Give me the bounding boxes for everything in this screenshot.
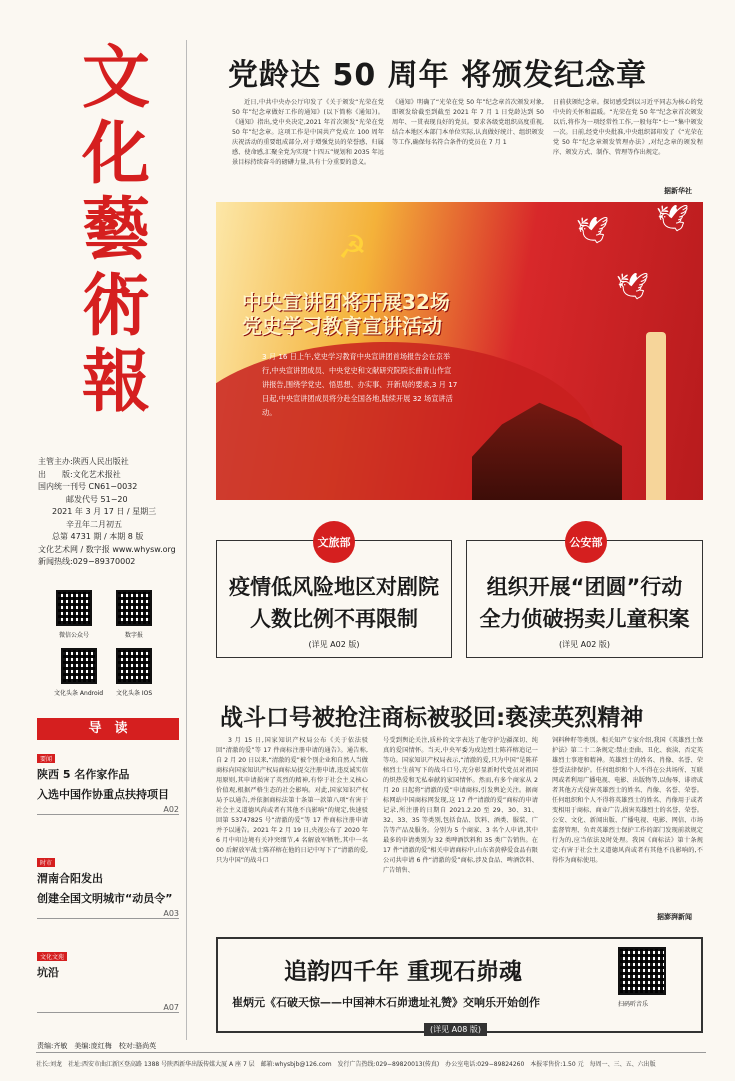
info-line: 总第 4731 期 / 本期 8 版 — [52, 532, 144, 541]
masthead-logo — [56, 40, 176, 420]
story2-column-1: 3 月 15 日,国家知识产权局公布《关于依法驳回“清澈的爱”等 17 件商标注册申请的通告》。通告称,自 2 月 20 日以来,“清澈的爱”被个别企业和自然人当做商标向国家知识产权局商标局提交注册申请,违反诚实信用原则,其申请损害了英烈的精神,有悖于社会主义核心价值观,根据严格生态的社会影响。对此,国家知识产权局予以通告,并依据商标法第十条第一款第八项“有害于社会主义道德风尚或者有其他不良影响”的规定,快速驳回第 53747825 号“清澈的爱”等 17 件商标注册申请并予以通告。2021 年 2 月 19 日,央视公布了 2020 年 6 月中印边境有关冲突细节,4 名解放军牺牲,其中一名 00 后解放军战士陈祥榕在他的日记中写下了“清澈的爱,只为中国”的战斗口 — [216, 737, 368, 864]
card-tag: 文旅部 — [313, 521, 355, 563]
masthead-char: 藝 — [81, 190, 150, 270]
card-title-line: 组织开展“团圆”行动 — [486, 575, 683, 599]
huabiao-pillar — [646, 332, 666, 500]
publication-info — [38, 456, 180, 569]
feature-banner — [216, 202, 703, 500]
guide-page: A02 — [37, 805, 179, 815]
dove-icon: 🕊 — [616, 272, 650, 302]
card-title-line: 人数比例不再限制 — [250, 607, 418, 631]
card-see-page: (详见 A02 版) — [308, 640, 360, 649]
info-line: 文化艺术网 / 数字报 www.whysw.org — [38, 544, 176, 554]
qr-code-icon[interactable] — [618, 947, 666, 995]
info-line: 辛丑年二月初五 — [66, 519, 122, 529]
masthead-char: 報 — [81, 342, 150, 422]
banner-text: 3 月 16 日上午,党史学习教育中央宣讲团首场报告会在京举行,中央宣讲团成员、中央党史和文献研究院院长曲青山作宣讲报告,围绕学党史、悟思想、办实事、开新局的要求,3 月 17 日起,中央宣讲团成员将分赴全国各地,陆续开展 32 场宣讲活动。 — [262, 352, 458, 417]
guide-page: A07 — [37, 1003, 179, 1013]
info-line: 出 版:文化艺术报社 — [38, 469, 121, 479]
card-see-page: (详见 A02 版) — [559, 640, 610, 649]
card-tag: 公安部 — [565, 521, 607, 563]
banner-title-2: 党史学习教育宣讲活动 — [242, 314, 442, 338]
story2-headline: 战斗口号被抢注商标被驳回:亵渎英烈精神 — [220, 705, 644, 731]
qr-android[interactable] — [54, 648, 103, 697]
dove-icon: 🕊 — [656, 204, 690, 234]
promo-see-page: (详见 A08 版) — [424, 1023, 487, 1036]
guide-item[interactable] — [37, 944, 179, 1013]
promo-qr-caption: 扫码听音乐 — [618, 1001, 649, 1008]
qr-caption: 微信公众号 — [58, 632, 89, 639]
story2-column-2: 号受到舆论关注,质朴的文字表达了他守护边疆深切、纯真的爱国情怀。当天,中央军委为戍边烈士陈祥榕追记一等功。国家知识产权局表示,“清澈的爱,只为中国”是陈祥榕烈士生前写下的战斗口号,充分彰显新时代党员对祖国的炽热爱和无私奉献的家国情怀。然而,有多个商家从 2 月 20 日起将“清澈的爱”申请商标,引发舆论关注。据商标网站中国商标网发现,这 17 件“清澈的爱”商标的申请记录,所注册的日期自 2021.2.20 至 29、30、31、32、33、35 等类别,包括食品、饮料、酒类、服装、广告等产品及服务。分别为 5 个商家、3 名个人申请,其中最多的申请类别为 32 类啤酒饮料和 35 类广告销售。在 17 件“清澈的爱”相关申请商标中,山东省黄骅爱食品有限公司共申请 6 件“清澈的爱”商标,涉及食品、啤酒饮料、广告销售、 — [383, 737, 538, 874]
feature-promo-box[interactable] — [216, 937, 703, 1033]
masthead-char: 文 — [81, 38, 150, 118]
card-title-line: 疫情低风险地区对剧院 — [229, 575, 439, 599]
qr-code-icon — [56, 590, 92, 626]
qr-caption: 文化头条 Android — [54, 690, 104, 697]
qr-code-icon — [116, 648, 152, 684]
qr-caption: 文化头条 IOS — [116, 690, 153, 697]
guide-label: 时市 — [37, 858, 55, 867]
editor-credits: 责编:齐敏 美编:庞红梅 校对:骆尚英 — [37, 1042, 157, 1050]
qr-code-icon — [116, 590, 152, 626]
guide-line: 渭南合阳发出 — [37, 872, 103, 885]
guide-line: 陕西 5 名作家作品 — [37, 768, 130, 781]
info-line: 新闻热线:029−89370002 — [38, 557, 136, 566]
story2-column-3: 饲料种籽等类别。相关知产专家介绍,我国《英雄烈士保护法》第二十二条规定:禁止歪曲、丑化、亵渎、否定英雄烈士事迹和精神。英雄烈士的姓名、肖像、名誉、荣誉受法律保护。任何组织和个人不得在公共场所、互联网或者利用广播电视、电影、出版物等,以侮辱、诽谤或者其他方式侵害英雄烈士的姓名、肖像、名誉、荣誉。任何组织和个人不得将英雄烈士的姓名、肖像用于或者变相用于商标、商业广告,损害英雄烈士的名誉、荣誉。公安、文化、新闻出版、广播电视、电影、网信、市场监督管理、负责英雄烈士保护工作的部门发现前款规定行为的,应当依法及时处理。我国《商标法》第十条规定:有害于社会主义道德风尚或者有其他不良影响的,不得作为商标使用。 — [552, 737, 703, 864]
info-line: 2021 年 3 月 17 日 / 星期三 — [52, 507, 157, 516]
lead-column-2: 《通知》明确了“光荣在党 50 年”纪念章首次颁发对象,即颁发给截至到截至 2021 年 7 月 1 日党龄达到 50 周年、一贯表现良好的党员。要求各级党组织高度重视,结合本地区本部门本单位实际,认真做好统计、组织颁发等工作,确保每名符合条件的党员在 7 月 1 — [392, 99, 544, 146]
party-emblem-icon: ☭ — [338, 228, 367, 266]
lead-column-1: 近日,中共中央办公厅印发了《关于颁发“光荣在党 50 年”纪念章做好工作的通知》(以下简称《通知》)。《通知》指出,党中央决定,2021 年首次颁发“光荣在党 50 年”纪念章。这项工作是中国共产党成立 100 周年庆祝活动的重要组成部分,对于增强党员的荣誉感、归属感、使命感,汇聚全党为实现“十四五”规划和 2035 年远景目标持续奋斗的磅礴力量,具有十分重要的意义。 — [232, 99, 384, 166]
promo-subtitle: 崔炳元《石破天惊——中国神木石峁遗址礼赞》交响乐开始创作 — [232, 996, 540, 1009]
guide-panel — [37, 718, 179, 1038]
lead-source: 据新华社 — [664, 187, 692, 195]
qr-code-icon — [61, 648, 97, 684]
dove-icon: 🕊 — [576, 216, 610, 246]
guide-label: 要闻 — [37, 754, 55, 763]
info-line: 国内统一刊号 CN61−0032 — [38, 482, 138, 491]
column-divider — [186, 40, 187, 1040]
guide-line: 入选中国作协重点扶持项目 — [37, 788, 169, 801]
story2-source: 据澎湃新闻 — [657, 913, 692, 921]
banner-title-1: 中央宣讲团将开展32场 — [242, 290, 450, 314]
guide-page: A03 — [37, 909, 179, 919]
page-footer: 社长:刘龙 社址:西安市曲江新区登高路 1388 号陕西新华出版传媒大厦 A 座 7 层 邮箱:whysbjb@126.com 发行广告热线:029−89820013(传真) 办公室电话:029−89824260 本报零售价:1.50 元 每周一、三、五、六出版 — [36, 1052, 706, 1068]
guide-line: 创建全国文明城市“动员令” — [37, 892, 173, 905]
qr-caption: 数字报 — [124, 632, 143, 639]
qr-ios[interactable] — [116, 648, 152, 697]
guide-item[interactable] — [37, 746, 179, 815]
guide-line — [37, 983, 179, 1003]
guide-line: 坑沿 — [37, 966, 59, 979]
qr-digital[interactable] — [116, 590, 152, 639]
masthead-char: 化 — [81, 114, 150, 194]
guide-item[interactable] — [37, 850, 179, 919]
lead-headline: 党龄达 50 周年 将颁发纪念章 — [228, 58, 648, 93]
guide-title: 导 读 — [37, 718, 179, 740]
qr-wechat[interactable] — [56, 590, 92, 639]
guide-label: 文化文苑 — [37, 952, 67, 961]
promo-title: 追韵四千年 重现石峁魂 — [284, 958, 523, 985]
info-line: 邮发代号 51−20 — [66, 494, 128, 504]
card-title-line: 全力侦破拐卖儿童积案 — [479, 607, 690, 631]
masthead-char: 術 — [81, 266, 150, 346]
lead-column-3: 日前获颁纪念章。探切感受到以习近平同志为核心的党中央的关怀和温暖。“光荣在党 50 年”纪念章首次颁发以后,将作为一项经常性工作,一般每年“七一”集中颁发一次。日前,经党中央批准,中央组织部印发了《“光荣在党 50 年”纪念章颁发管理办法》,对纪念章的颁发程序、颁发方式、制作、管理等作出规定。 — [553, 99, 703, 156]
info-line: 主管主办:陕西人民出版社 — [38, 457, 129, 466]
